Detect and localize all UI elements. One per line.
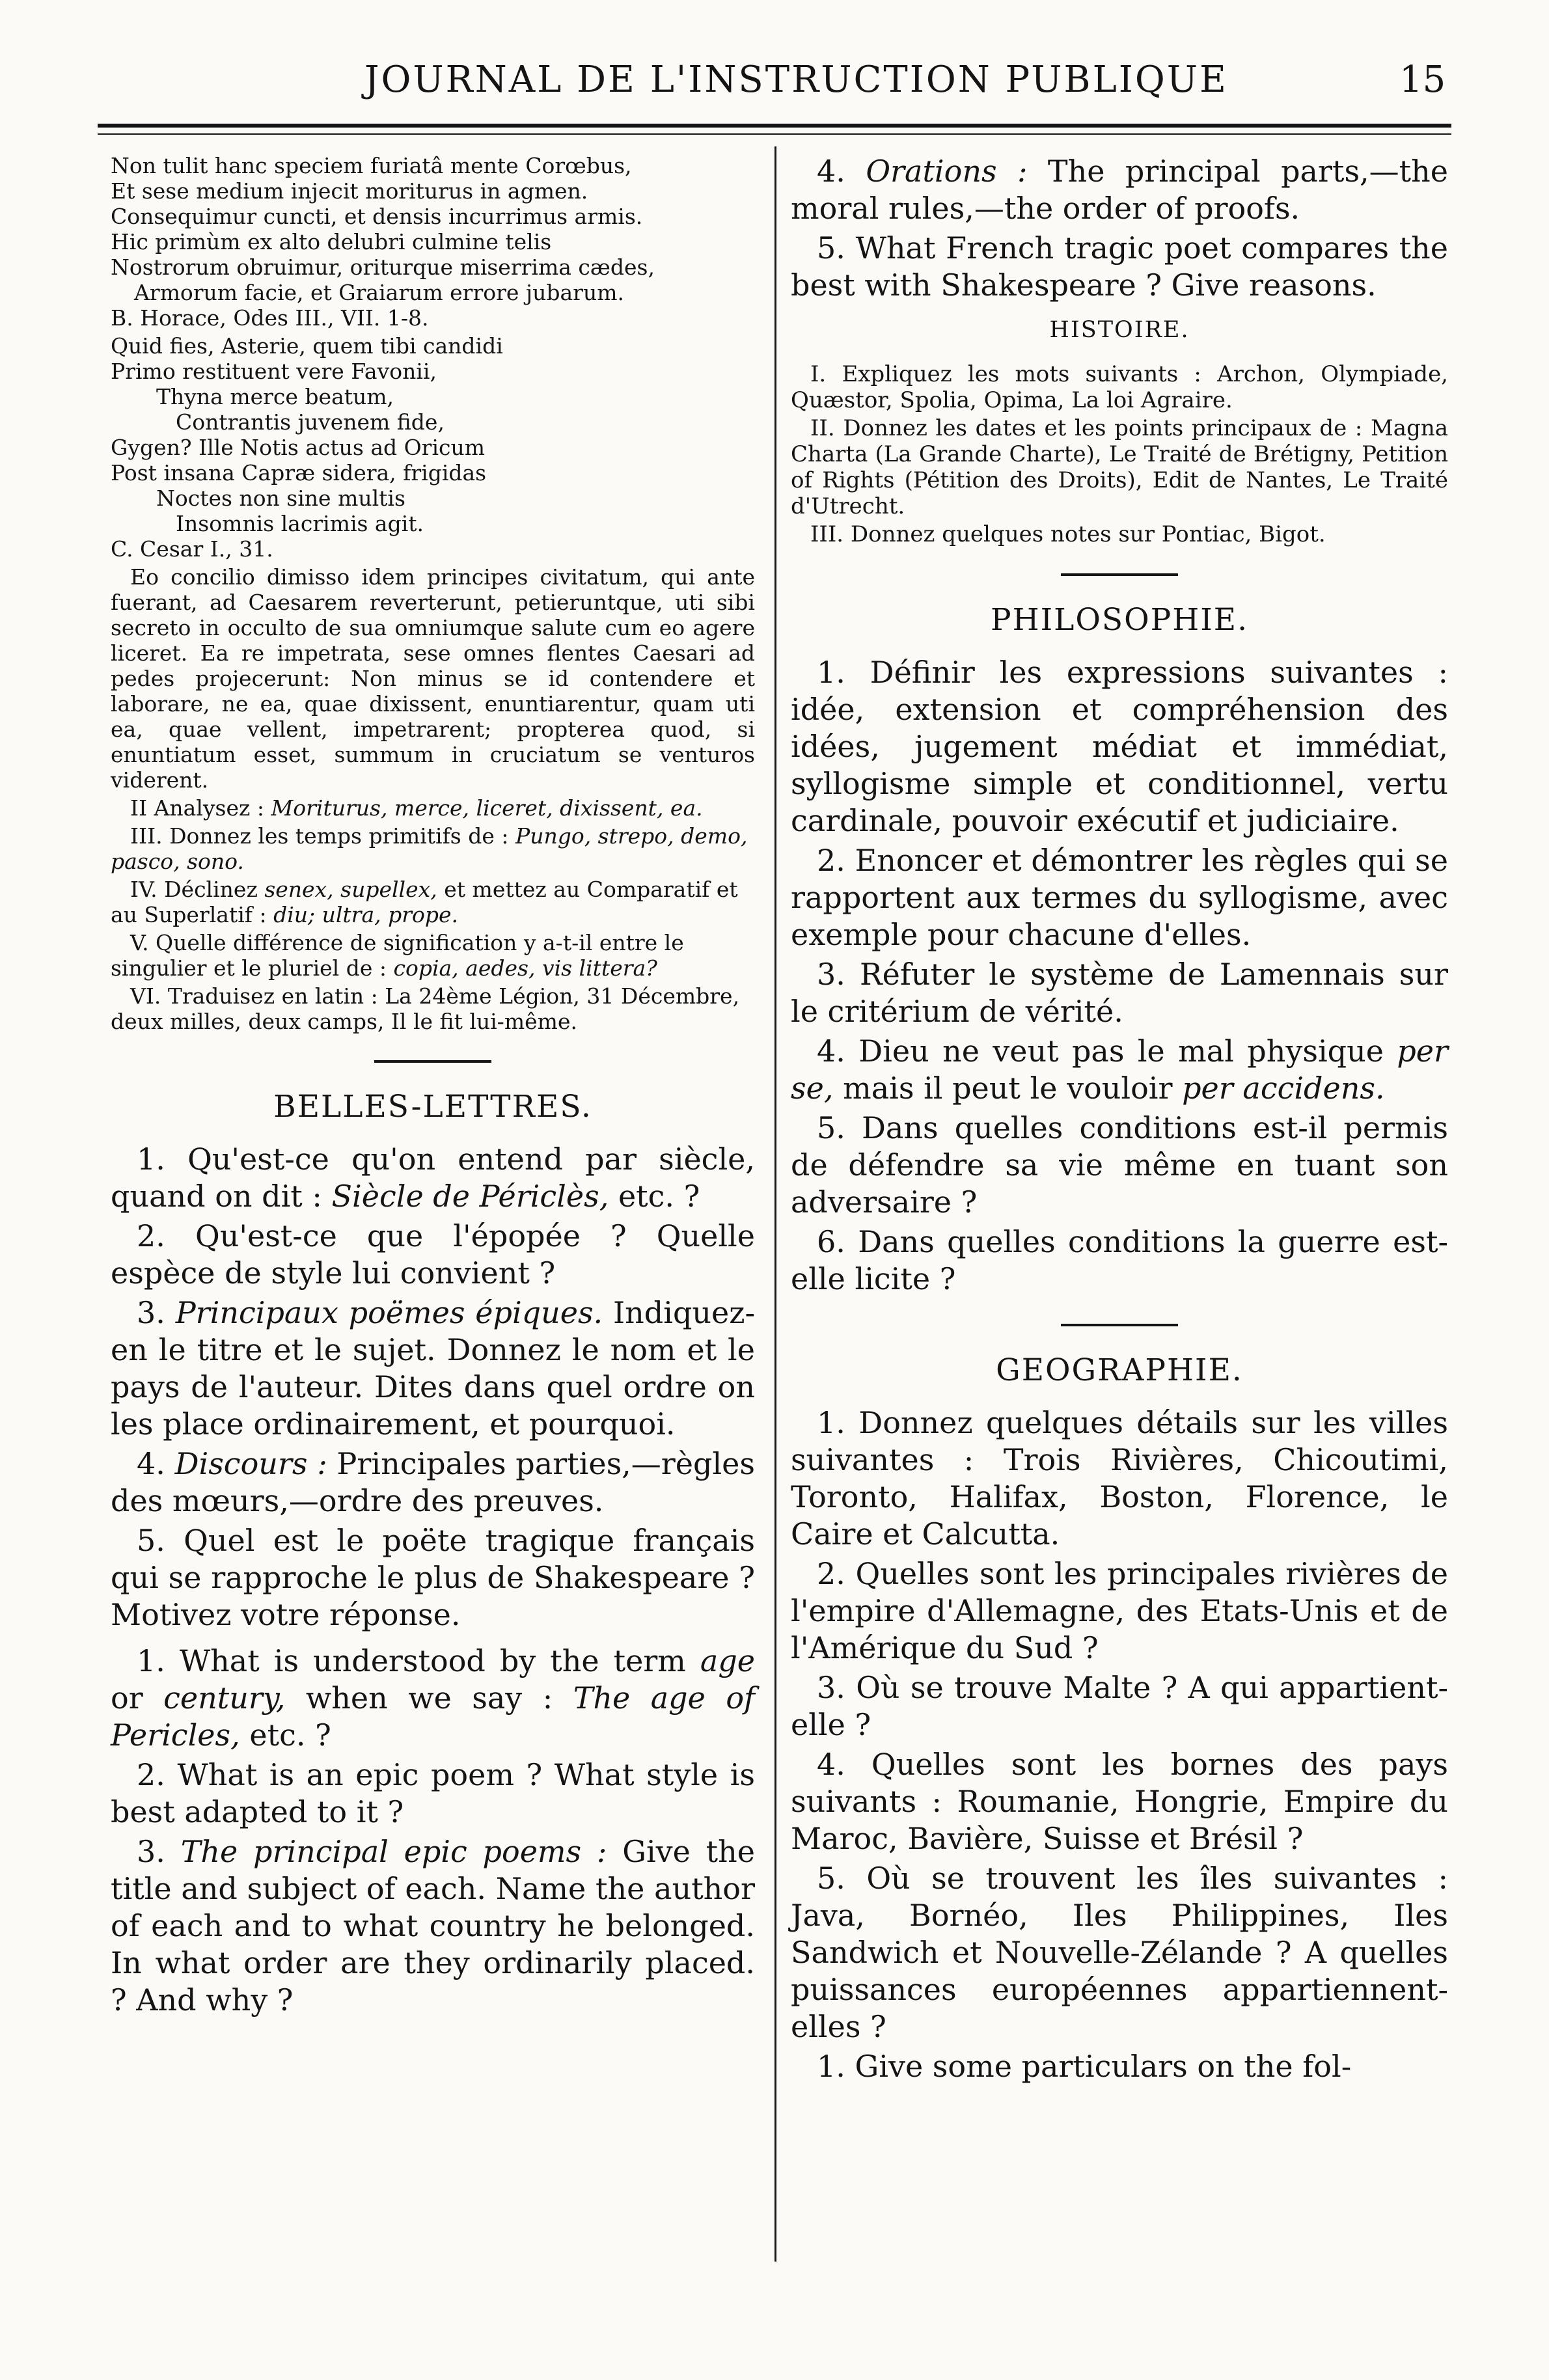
- verse-line: Nostrorum obruimur, oriturque miserrima cædes,: [111, 254, 655, 280]
- philosophie-heading: PHILOSOPHIE.: [990, 602, 1249, 638]
- question-item: III. Donnez quelques notes sur Pontiac, Bigot.: [810, 521, 1326, 547]
- running-title: JOURNAL DE L'INSTRUCTION PUBLIQUE: [364, 59, 1228, 101]
- philosophie-questions: [791, 654, 1448, 1298]
- question-item: 4. Discours : Principales parties,—règles des mœurs,—ordre des preuves.: [111, 1446, 756, 1518]
- histoire-heading: HISTOIRE.: [1049, 317, 1190, 343]
- question-item: 4. Quelles sont les bornes des pays suivants : Roumanie, Hongrie, Empire du Maroc, Bavière, Suisse et Brésil ?: [791, 1747, 1448, 1856]
- verse-line: Et sese medium injecit moriturus in agmen.: [111, 178, 588, 204]
- verse-line: Noctes non sine multis: [156, 486, 405, 511]
- verse-line: Gygen? Ille Notis actus ad Oricum: [111, 435, 486, 460]
- section-separator: [1061, 1324, 1178, 1326]
- question-item: 1. What is understood by the term age or century, when we say : The age of Pericles, etc. ?: [111, 1643, 756, 1753]
- verse-line: Post insana Capræ sidera, frigidas: [111, 460, 487, 486]
- question-item: 1. Donnez quelques détails sur les villes suivantes : Trois Rivières, Chicoutimi, Toronto, Halifax, Boston, Florence, le Caire et Calcutta.: [791, 1405, 1448, 1552]
- question-item: 3. Où se trouve Malte ? A qui appartient-elle ?: [791, 1670, 1448, 1742]
- question-item: 3. Principaux poëmes épiques. Indiquez-en le titre et le sujet. Donnez le nom et le pays de l'auteur. Dites dans quel ordre on les place ordinairement, et pourquoi.: [111, 1295, 756, 1442]
- question-vi: VI. Traduisez en latin : La 24ème Légion, 31 Décembre, deux milles, deux camps, Il le fit lui-même.: [111, 983, 740, 1034]
- header-rule: [98, 124, 1451, 128]
- verse-line: Thyna merce beatum,: [156, 384, 394, 409]
- question-item: 5. Où se trouvent les îles suivantes : Java, Bornéo, Iles Philippines, Iles Sandwich et Nouvelle-Zélande ? A quelles puissances européennes appartiennent-elles ?: [791, 1861, 1448, 2044]
- verse-line: Consequimur cuncti, et densis incurrimus armis.: [111, 204, 643, 229]
- latin-verses: [111, 153, 755, 1034]
- page-number: 15: [1399, 59, 1446, 101]
- question-item: 5. Dans quelles conditions est-il permis de défendre sa vie même en tuant son adversaire ?: [791, 1110, 1448, 1220]
- column-divider: [774, 146, 776, 2262]
- question-iii: III. Donnez les temps primitifs de : Pungo, strepo, demo, pasco, sono.: [111, 823, 748, 874]
- caesar-passage: Eo concilio dimisso idem principes civitatum, qui ante fuerant, ad Caesarem reverterunt, petieruntque, uti sibi secreto in occulto de sua omniumque salute cum eo agere liceret. Ea re impetrata, sese omnes flentes Caesari ad pedes projecerunt: Non minus se id contendere et laborare, ne ea, quae dixissent, enuntiarentur, quam uti ea, quae vellent, impetrarent; propterea quod, si enuntiatum esset, summum in cruciatum se venturos viderent.: [111, 564, 755, 793]
- histoire-questions: [791, 361, 1448, 547]
- section-separator: [1061, 573, 1178, 576]
- header-rule-thin: [98, 133, 1451, 135]
- verse-line: Armorum facie, et Graiarum errore jubarum.: [134, 280, 624, 305]
- question-item: 4. Dieu ne veut pas le mal physique per se, mais il peut le vouloir per accidens.: [791, 1033, 1448, 1106]
- right-column: [791, 153, 1448, 2088]
- horace-reference: B. Horace, Odes III., VII. 1-8.: [111, 305, 429, 331]
- question-item: 3. The principal epic poems : Give the title and subject of each. Name the author of each and to what country he belonged. In what order are they ordinarily placed. ? And why ?: [111, 1834, 756, 2018]
- question-item: 2. Quelles sont les principales rivières de l'empire d'Allemagne, des Etats-Unis et de l'Amérique du Sud ?: [791, 1556, 1448, 1665]
- verse-line: Non tulit hanc speciem furiatâ mente Corœbus,: [111, 153, 632, 178]
- question-item: 1. Qu'est-ce qu'on entend par siècle, quand on dit : Siècle de Périclès, etc. ?: [111, 1142, 755, 1214]
- question-item: 5. Quel est le poëte tragique français qui se rapproche le plus de Shakespeare ? Motivez votre réponse.: [111, 1523, 755, 1632]
- section-separator: [374, 1060, 491, 1063]
- question-item: 3. Réfuter le système de Lamennais sur le critérium de vérité.: [791, 957, 1448, 1029]
- verse-line: Insomnis lacrimis agit.: [176, 511, 424, 536]
- verse-line: Primo restituent vere Favonii,: [111, 359, 437, 384]
- verse-line: Contrantis juvenem fide,: [176, 409, 445, 435]
- geographie-questions: [791, 1404, 1448, 2085]
- verse-line: Quid fies, Asterie, quem tibi candidi: [111, 333, 503, 359]
- question-item: II. Donnez les dates et les points principaux de : Magna Charta (La Grande Charte), Le Traité de Brétigny, Petition of Rights (Pétition des Droits), Edit de Nantes, Le Traité d'Utrecht.: [791, 415, 1448, 519]
- left-column: [111, 153, 755, 2021]
- question-item: 4. Orations : The principal parts,—the moral rules,—the order of proofs.: [791, 154, 1449, 226]
- question-item: 1. Give some particulars on the fol-: [817, 2049, 1352, 2084]
- question-item: 1. Définir les expressions suivantes : idée, extension et compréhension des idées, jugement médiat et immédiat, syllogisme simple et conditionnel, vertu cardinale, pouvoir exécutif et judiciaire.: [791, 655, 1448, 838]
- question-item: 6. Dans quelles conditions la guerre est-elle licite ?: [791, 1224, 1448, 1296]
- page-header: [0, 46, 1549, 117]
- caesar-reference: C. Cesar I., 31.: [111, 536, 273, 562]
- orations-questions: [791, 153, 1448, 304]
- question-item: 5. What French tragic poet compares the best with Shakespeare ? Give reasons.: [791, 230, 1448, 303]
- question-item: 2. What is an epic poem ? What style is best adapted to it ?: [111, 1757, 755, 1829]
- belles-lettres-questions: [111, 1141, 755, 2019]
- question-iv: IV. Déclinez senex, supellex, et mettez au Comparatif et au Superlatif : diu; ultra, prope.: [111, 877, 738, 927]
- question-v: V. Quelle différence de signification y a-t-il entre le singulier et le pluriel de : copia, aedes, vis littera?: [111, 930, 684, 981]
- question-item: 2. Enoncer et démontrer les règles qui se rapportent aux termes du syllogisme, avec exemple pour chacune d'elles.: [791, 843, 1448, 952]
- question-item: I. Expliquez les mots suivants : Archon, Olympiade, Quæstor, Spolia, Opima, La loi Agraire.: [791, 361, 1448, 413]
- verse-line: Hic primùm ex alto delubri culmine telis: [111, 229, 552, 254]
- geographie-heading: GEOGRAPHIE.: [996, 1352, 1243, 1388]
- question-ii: II Analysez : Moriturus, merce, liceret, dixissent, ea.: [130, 795, 703, 821]
- belles-lettres-heading: BELLES-LETTRES.: [273, 1089, 592, 1125]
- question-item: 2. Qu'est-ce que l'épopée ? Quelle espèce de style lui convient ?: [111, 1218, 755, 1291]
